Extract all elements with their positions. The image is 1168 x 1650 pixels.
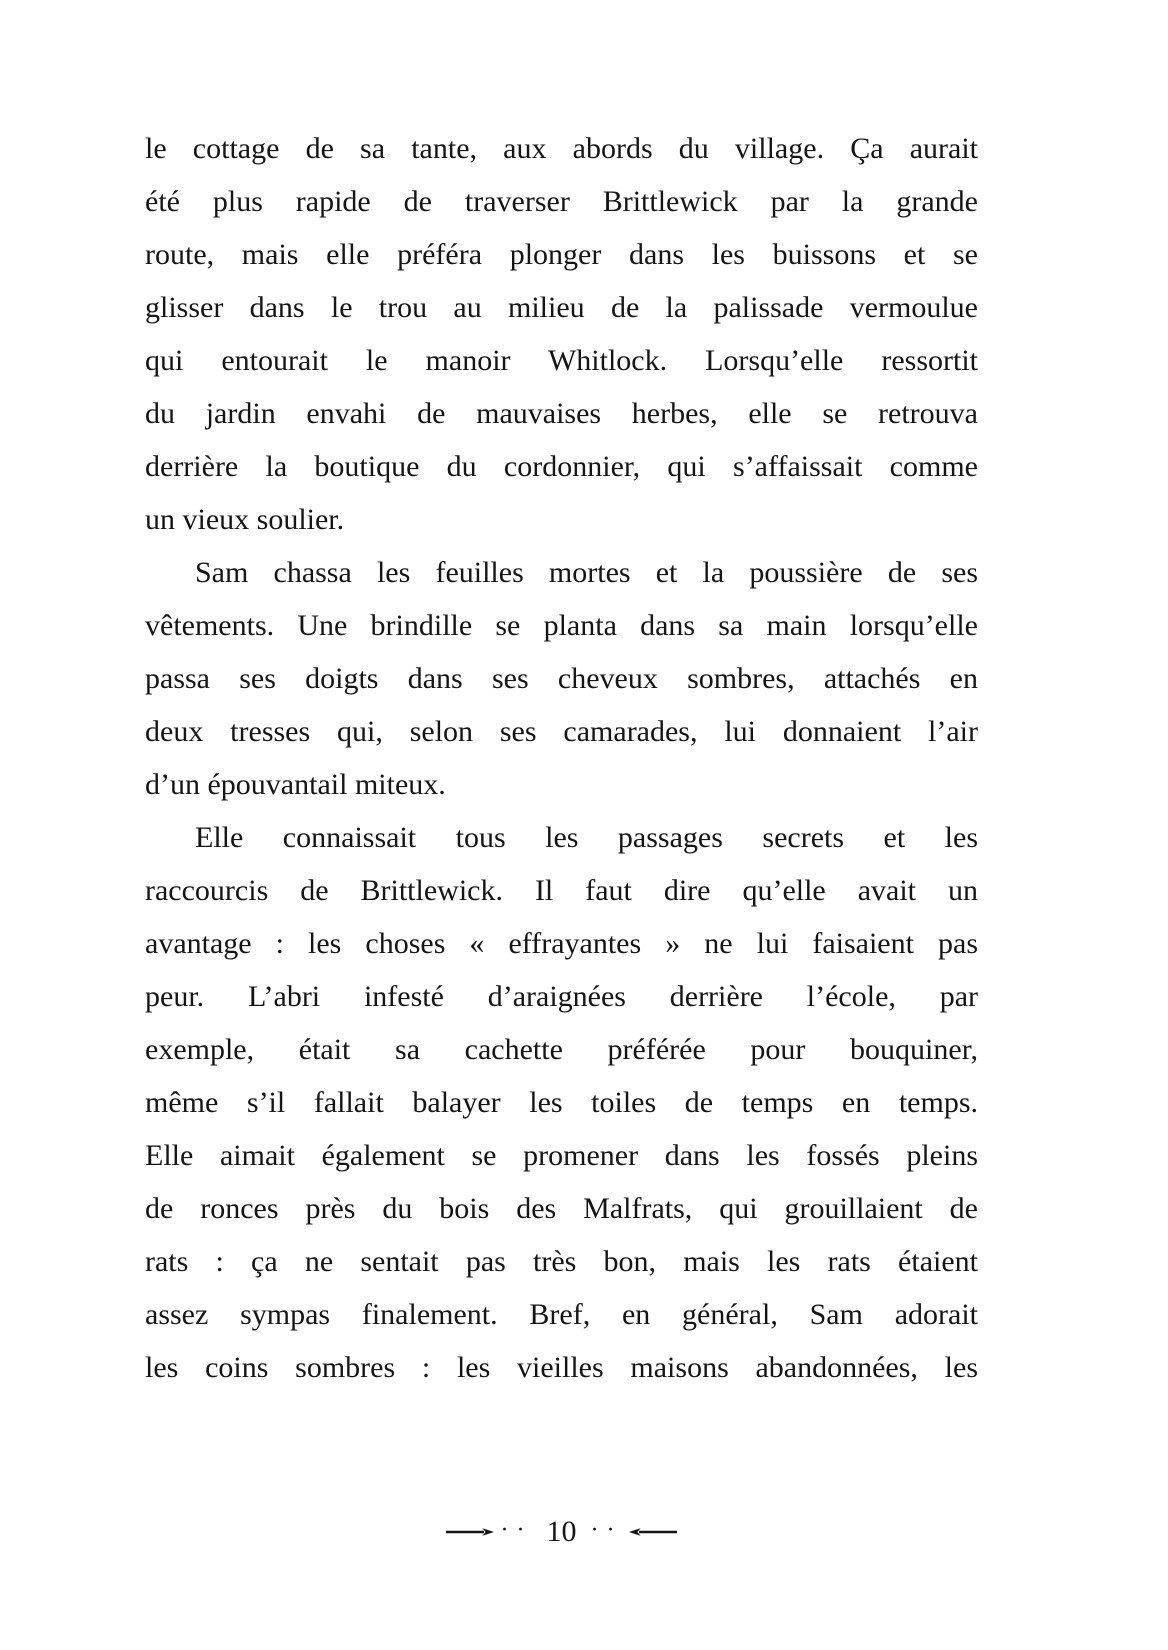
text-line: qui entourait le manoir Whitlock. Lorsqu’elle ressortit [145, 344, 978, 377]
text-line: vêtements. Une brindille se planta dans sa main lorsqu’elle [145, 609, 978, 642]
footer-dots-left: ·· [500, 1517, 533, 1543]
page-number: 10 [546, 1515, 577, 1548]
page-text [145, 122, 978, 1394]
text-line: route, mais elle préféra plonger dans les buissons et se [145, 238, 978, 271]
text-line: peur. L’abri infesté d’araignées derrière l’école, par [145, 980, 978, 1013]
text-line: un vieux soulier. [145, 503, 345, 536]
text-line: de ronces près du bois des Malfrats, qui grouillaient de [145, 1192, 978, 1225]
text-line: du jardin envahi de mauvaises herbes, elle se retrouva [145, 397, 978, 430]
text-line: exemple, était sa cachette préférée pour bouquiner, [145, 1033, 978, 1066]
text-line: le cottage de sa tante, aux abords du village. Ça aurait [145, 132, 978, 165]
paragraph [145, 122, 978, 546]
page-footer [145, 1512, 978, 1552]
paragraph [145, 546, 978, 811]
text-line: glisser dans le trou au milieu de la palissade vermoulue [145, 291, 978, 324]
footer-dots-right: ·· [590, 1517, 623, 1543]
text-line: derrière la boutique du cordonnier, qui s’affaissait comme [145, 450, 978, 483]
text-line: assez sympas finalement. Bref, en général, Sam adorait [145, 1298, 978, 1331]
text-line: d’un épouvantail miteux. [145, 768, 446, 801]
text-line: même s’il fallait balayer les toiles de temps en temps. [145, 1086, 978, 1119]
text-line: deux tresses qui, selon ses camarades, lui donnaient l’air [145, 715, 978, 748]
text-line: rats : ça ne sentait pas très bon, mais les rats étaient [145, 1245, 978, 1278]
text-line: Elle aimait également se promener dans les fossés pleins [145, 1139, 978, 1172]
text-line: avantage : les choses « effrayantes » ne lui faisaient pas [145, 927, 978, 960]
footer-left-rule-arrow-icon [445, 1526, 495, 1538]
text-line: les coins sombres : les vieilles maisons abandonnées, les [145, 1351, 978, 1384]
footer-right-rule-arrow-icon [628, 1526, 678, 1538]
paragraph [145, 811, 978, 1394]
text-line: passa ses doigts dans ses cheveux sombres, attachés en [145, 662, 978, 695]
text-line: raccourcis de Brittlewick. Il faut dire qu’elle avait un [145, 874, 978, 907]
text-line: Elle connaissait tous les passages secrets et les [195, 821, 978, 854]
text-line: Sam chassa les feuilles mortes et la poussière de ses [195, 556, 978, 589]
text-line: été plus rapide de traverser Brittlewick par la grande [145, 185, 978, 218]
